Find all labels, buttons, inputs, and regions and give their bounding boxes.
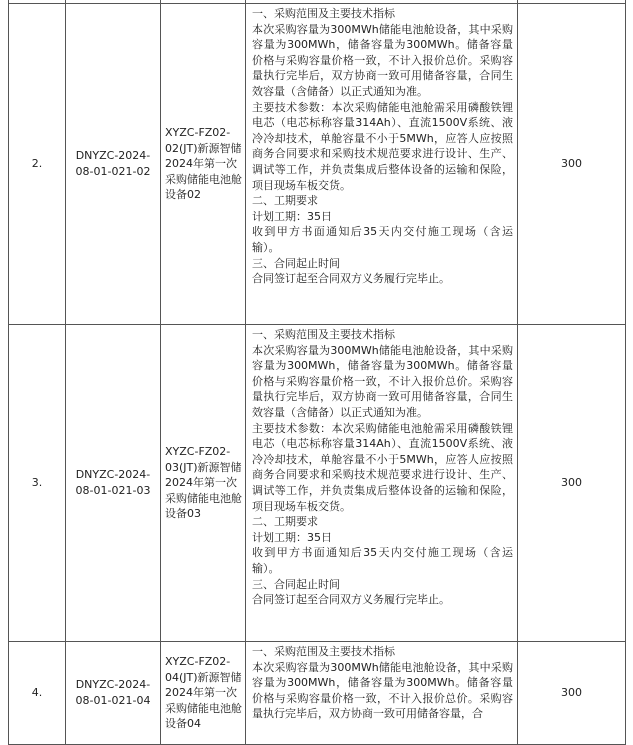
desc-heading: 一、采购范围及主要技术指标 — [252, 645, 395, 658]
row-sequence: 4. — [9, 642, 66, 745]
desc-paragraph: 本次采购容量为300MWh储能电池舱设备，其中采购容量为300MWh，储备容量为300MWh。储备容量价格与采购容量价格一致，不计入报价总价。采购容量执行完毕后，双方协商一致可用储备容量，合同生效容量（含储备）以正式通知为准。 — [252, 22, 513, 98]
desc-paragraph: 本次采购容量为300MWh储能电池舱设备，其中采购容量为300MWh，储备容量为300MWh。储备容量价格与采购容量价格一致，不计入报价总价。采购容量执行完毕后，双方协商一致可用储备容量，合同生效容量（含储备）以正式通知为准。 — [252, 343, 513, 419]
desc-paragraph: 主要技术参数：本次采购储能电池舱需采用磷酸铁锂电芯（电芯标称容量314Ah）、直流1500V系统、液冷冷却技术，单舱容量不小于5MWh，应答人应按照商务合同要求和采购技术规范要求进行设计、生产、调试等工作，并负责集成后整体设备的运输和保险，项目现场车板交货。 — [252, 421, 513, 513]
desc-heading: 一、采购范围及主要技术指标 — [252, 328, 395, 341]
row-description — [246, 4, 518, 325]
procurement-table-container — [8, 0, 625, 745]
desc-paragraph: 本次采购容量为300MWh储能电池舱设备，其中采购容量为300MWh，储备容量为300MWh。储备容量价格与采购容量价格一致，不计入报价总价。采购容量执行完毕后，双方协商一致可用储备容量，合 — [252, 660, 513, 721]
row-quantity: 300 — [518, 325, 626, 642]
table-row — [9, 642, 626, 745]
procurement-table — [8, 0, 626, 745]
table-row — [9, 325, 626, 642]
desc-paragraph: 计划工期：35日 — [252, 209, 332, 223]
row-quantity: 300 — [518, 642, 626, 745]
row-sequence: 2. — [9, 4, 66, 325]
row-description — [246, 642, 518, 745]
desc-heading: 一、采购范围及主要技术指标 — [252, 7, 395, 20]
desc-paragraph: 合同签订起至合同双方义务履行完毕止。 — [252, 272, 450, 286]
row-item-name: XYZC-FZ02-04(JT)新源智储2024年第一次采购储能电池舱设备04 — [161, 642, 246, 745]
desc-paragraph: 计划工期：35日 — [252, 530, 332, 544]
desc-heading: 二、工期要求 — [252, 194, 318, 208]
desc-heading: 二、工期要求 — [252, 515, 318, 529]
desc-paragraph: 合同签订起至合同双方义务履行完毕止。 — [252, 593, 450, 607]
row-quantity: 300 — [518, 4, 626, 325]
desc-paragraph: 收到甲方书面通知后35天内交付施工现场（含运输）。 — [252, 546, 513, 575]
row-sequence: 3. — [9, 325, 66, 642]
row-item-code: DNYZC-2024-08-01-021-04 — [66, 642, 161, 745]
row-item-name: XYZC-FZ02-03(JT)新源智储2024年第一次采购储能电池舱设备03 — [161, 325, 246, 642]
row-item-name: XYZC-FZ02-02(JT)新源智储2024年第一次采购储能电池舱设备02 — [161, 4, 246, 325]
row-item-code: DNYZC-2024-08-01-021-03 — [66, 325, 161, 642]
desc-heading: 三、合同起止时间 — [252, 577, 340, 591]
table-row — [9, 4, 626, 325]
desc-paragraph: 收到甲方书面通知后35天内交付施工现场（含运输）。 — [252, 225, 513, 254]
row-item-code: DNYZC-2024-08-01-021-02 — [66, 4, 161, 325]
row-description — [246, 325, 518, 642]
desc-paragraph: 主要技术参数：本次采购储能电池舱需采用磷酸铁锂电芯（电芯标称容量314Ah）、直流1500V系统、液冷冷却技术，单舱容量不小于5MWh，应答人应按照商务合同要求和采购技术规范要求进行设计、生产、调试等工作，并负责集成后整体设备的运输和保险，项目现场车板交货。 — [252, 100, 513, 192]
desc-heading: 三、合同起止时间 — [252, 256, 340, 270]
